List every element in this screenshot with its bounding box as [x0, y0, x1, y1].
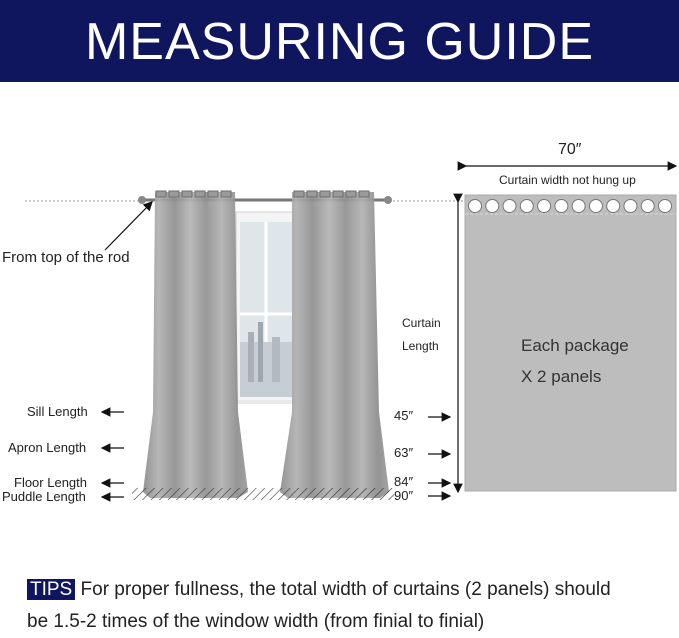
tips-line-1 — [27, 574, 667, 606]
panel-grommet — [572, 200, 585, 213]
size-90-label: 90″ — [394, 488, 414, 503]
rod-pointer — [105, 202, 152, 250]
left-curtain — [143, 192, 248, 498]
panel-grommet — [659, 200, 672, 213]
panel-grommet — [520, 200, 533, 213]
measuring-diagram — [0, 82, 679, 562]
rod-label: From top of the rod — [2, 249, 130, 266]
size-45-label: 45″ — [394, 408, 414, 423]
page-title: MEASURING GUIDE — [84, 13, 595, 71]
curtain-length-label-2: Length — [402, 339, 439, 353]
size-63-label: 63″ — [394, 445, 414, 460]
floor-hatch — [132, 488, 394, 500]
tips-text-1: For proper fullness, the total width of curtains (2 panels) should — [80, 579, 611, 600]
package-line-2: X 2 panels — [521, 367, 602, 386]
window — [234, 212, 298, 404]
tips-badge: TIPS — [27, 579, 75, 600]
tips-section — [27, 574, 667, 638]
header-banner — [0, 0, 679, 82]
panel-grommet — [607, 200, 620, 213]
tips-text-2: be 1.5-2 times of the window width (from finial to finial) — [27, 611, 485, 632]
size-84-label: 84″ — [394, 474, 414, 489]
apron-length-label: Apron Length — [8, 440, 87, 455]
panel-width-value: 70″ — [558, 141, 582, 158]
panel-grommet — [503, 200, 516, 213]
panel-grommet — [641, 200, 654, 213]
panel-grommet — [624, 200, 637, 213]
panel-grommet — [538, 200, 551, 213]
panel-grommet — [555, 200, 568, 213]
package-line-1: Each package — [521, 336, 629, 355]
right-curtain — [280, 192, 389, 498]
panel-width-note: Curtain width not hung up — [499, 173, 636, 187]
panel-grommet — [469, 200, 482, 213]
puddle-length-label: Puddle Length — [2, 489, 86, 504]
floor-length-label: Floor Length — [14, 475, 87, 490]
panel-grommet — [486, 200, 499, 213]
panel-grommet — [589, 200, 602, 213]
sill-length-label: Sill Length — [27, 404, 88, 419]
curtain-length-label-1: Curtain — [402, 316, 441, 330]
curtain-grommets — [156, 191, 369, 197]
